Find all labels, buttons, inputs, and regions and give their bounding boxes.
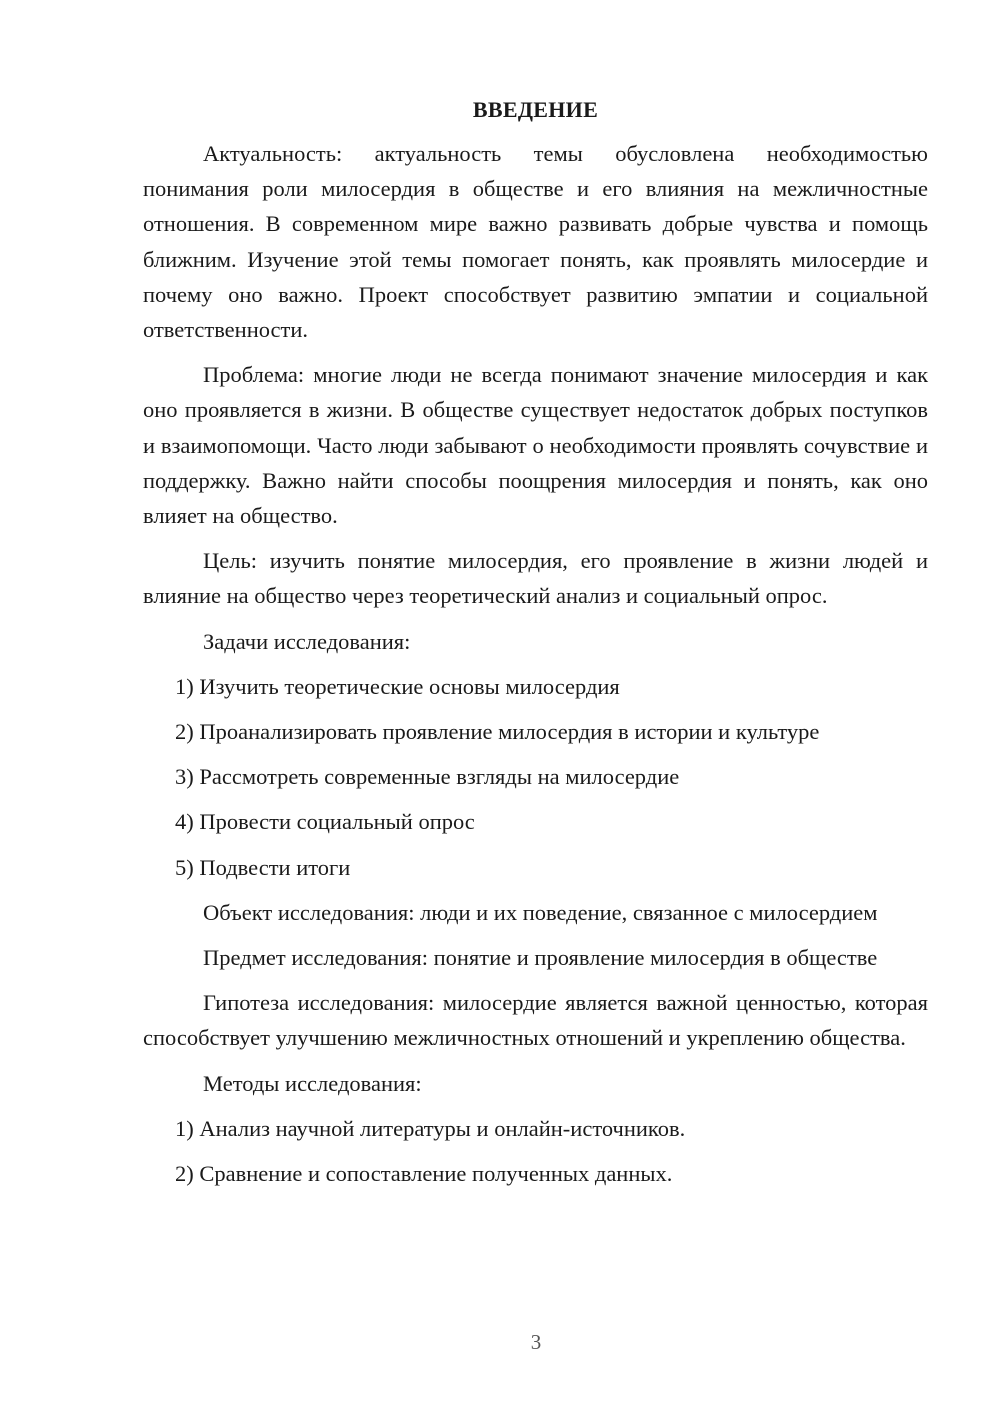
list-item: 2) Сравнение и сопоставление полученных данных. <box>175 1161 673 1187</box>
problem-paragraph: Проблема: многие люди не всегда понимают значение милосердия и как оно проявляется в жизни. В обществе существует недостаток добрых поступков и взаимопомощи. Часто люди забывают о необходимости проявлять сочувствие и поддержку. Важно найти способы поощрения милосердия и понять, как оно влияет на общество. <box>143 362 928 529</box>
page-number: 3 <box>530 1330 542 1354</box>
tasks-heading: Задачи исследования: <box>203 628 411 654</box>
list-item: 2) Проанализировать проявление милосердия в истории и культуре <box>175 719 820 745</box>
list-item: 1) Изучить теоретические основы милосердия <box>175 673 620 699</box>
document-page <box>143 92 928 1201</box>
subject-paragraph: Предмет исследования: понятие и проявление милосердия в обществе <box>203 945 878 971</box>
object-paragraph: Объект исследования: люди и их поведение, связанное с милосердием <box>203 899 878 925</box>
list-item: 1) Анализ научной литературы и онлайн-источников. <box>175 1115 686 1141</box>
goal-paragraph: Цель: изучить понятие милосердия, его проявление в жизни людей и влияние на общество через теоретический анализ и социальный опрос. <box>143 548 928 609</box>
hypothesis-paragraph: Гипотеза исследования: милосердие является важной ценностью, которая способствует улучшению межличностных отношений и укреплению общества. <box>143 990 928 1051</box>
tasks-list <box>143 669 928 885</box>
methods-list <box>143 1111 928 1191</box>
document-title: ВВЕДЕНИЕ <box>472 97 599 122</box>
relevance-paragraph: Актуальность: актуальность темы обусловлена необходимостью понимания роли милосердия в обществе и его влияния на межличностные отношения. В современном мире важно развивать добрые чувства и помощь ближним. Изучение этой темы помогает понять, как проявлять милосердие и почему оно важно. Проект способствует развитию эмпатии и социальной ответственности. <box>143 141 928 343</box>
list-item: 4) Провести социальный опрос <box>175 809 475 835</box>
list-item: 3) Рассмотреть современные взгляды на милосердие <box>175 764 680 790</box>
list-item: 5) Подвести итоги <box>175 854 351 880</box>
methods-heading: Методы исследования: <box>203 1070 422 1096</box>
